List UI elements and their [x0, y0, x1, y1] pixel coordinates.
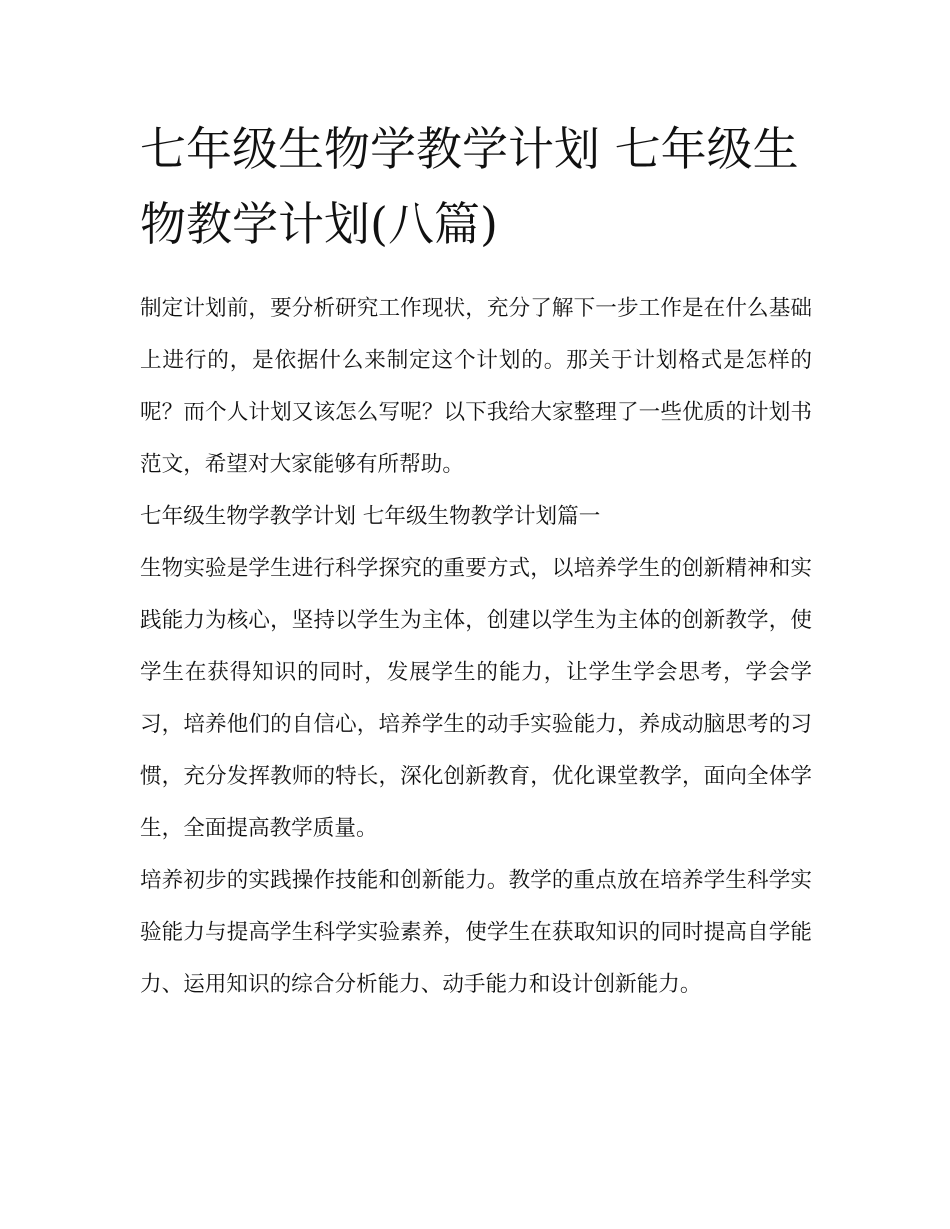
document-body	[140, 283, 812, 1011]
body-paragraph: 培养初步的实践操作技能和创新能力。教学的重点放在培养学生科学实验能力与提高学生科学实验素养，使学生在获取知识的同时提高自学能力、运用知识的综合分析能力、动手能力和设计创新能力。	[140, 868, 812, 997]
intro-paragraph: 制定计划前，要分析研究工作现状，充分了解下一步工作是在什么基础上进行的，是依据什么来制定这个计划的。那关于计划格式是怎样的呢？而个人计划又该怎么写呢？以下我给大家整理了一些优质的计划书范文，希望对大家能够有所帮助。	[140, 296, 812, 477]
document-content	[140, 112, 812, 1011]
document-title: 七年级生物学教学计划 七年级生物教学计划(八篇)	[140, 122, 799, 251]
body-paragraph: 生物实验是学生进行科学探究的重要方式，以培养学生的创新精神和实践能力为核心，坚持以学生为主体，创建以学生为主体的创新教学，使学生在获得知识的同时，发展学生的能力，让学生学会思考，学会学习，培养他们的自信心，培养学生的动手实验能力，养成动脑思考的习惯，充分发挥教师的特长，深化创新教育，优化课堂教学，面向全体学生，全面提高教学质量。	[140, 556, 812, 841]
section-heading: 七年级生物学教学计划 七年级生物教学计划篇一	[140, 504, 601, 529]
